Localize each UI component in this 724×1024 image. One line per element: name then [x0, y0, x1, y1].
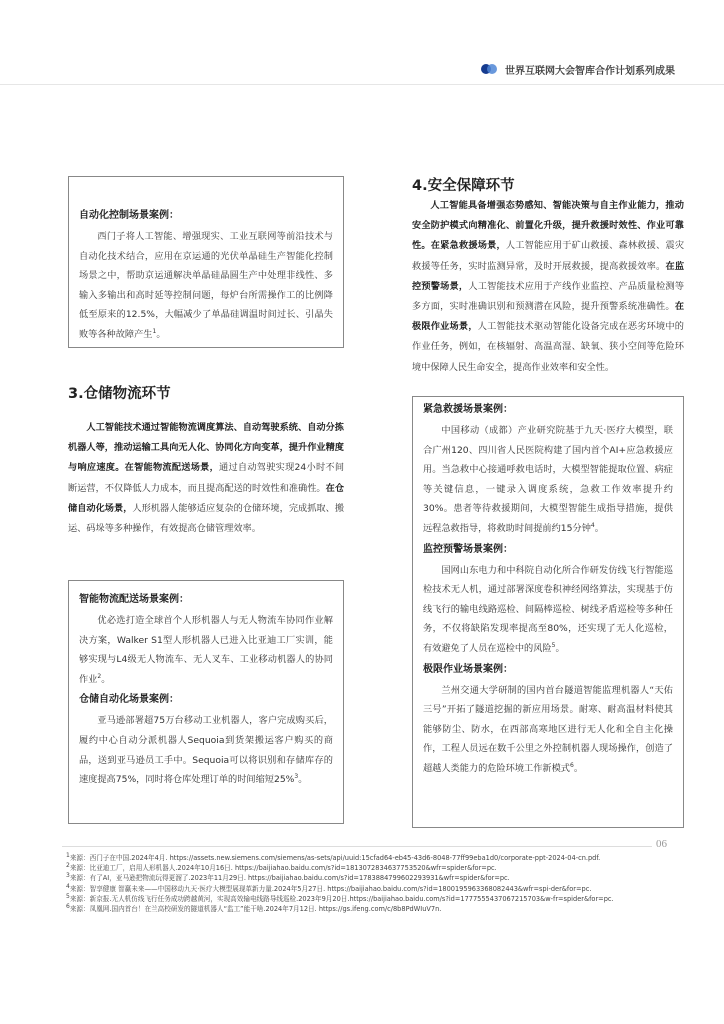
case-box-automation — [68, 176, 344, 348]
case-title-monitoring: 监控预警场景案例： — [423, 543, 513, 555]
footnotes — [66, 853, 666, 914]
case-title-warehouse-auto: 仓储自动化场景案例： — [79, 694, 179, 706]
case-body-automation: 西门子将人工智能、增强现实、工业互联网等前沿技术与自动化技术结合，应用在京运通的光伏单晶硅生产智能化控制场景之中，帮助京运通解决单晶硅晶圆生产中处理非线性、多输入多输出和高时延等控制问题，每炉台所需操作工的比例降低至原来的12.5%，大幅减少了单晶硅调温时间过长、引晶失败等各种故障产生$^1$。 — [79, 231, 333, 340]
case-box-safety — [412, 396, 684, 828]
footnote-item: 6来源：凤凰网.国内首台！在兰高校研发的隧道机器人“监工”能干啥.2024年7月12日. https://gs.ifeng.com/c/8b8PdWIuV7n. — [66, 902, 442, 914]
section-title-warehouse: 3.仓储物流环节 — [68, 386, 171, 402]
case-title-logistics: 智能物流配送场景案例： — [79, 594, 189, 605]
footnote-divider — [62, 846, 652, 847]
footnote-item: 2来源：比亚迪工厂，启用人形机器人.2024年10月16日. https://baijiahao.baidu.com/s?id=1813072834637753520&wfr=spider&for=pc. — [66, 862, 497, 873]
series-title: 世界互联网大会智库合作计划系列成果 — [505, 65, 675, 77]
footnote-item: 3来源：有了AI，亚马逊把物流玩得更溜了.2023年11月29日. https://baijiahao.baidu.com/s?id=1783884799602293931&wfr=spider&for=pc. — [66, 872, 510, 883]
case-box-logistics — [68, 580, 344, 824]
case-body-extreme: 兰州交通大学研制的国内首台隧道智能监理机器人“天佑三号”开拓了隧道挖掘的新应用场景。耐寒、耐高温材料使其能够防尘、防水，在西部高寒地区进行无人化和全自主化操作，工程人员远在数千公里之外控制机器人现场操作，创造了超越人类能力的危险环境工作新模式$^6$。 — [423, 684, 673, 774]
header-divider — [0, 84, 724, 85]
case-body-logistics: 优必选打造全球首个人形机器人与无人物流车协同作业解决方案，Walker S1型人形机器人已进入比亚迪工厂实训，能够实现与L4级无人物流车、无人叉车、工业移动机器人的协同作业$^2$。 — [79, 615, 333, 685]
case-body-emergency: 中国移动（成都）产业研究院基于九天·医疗大模型，联合广州120、四川省人民医院构建了国内首个AI+应急救援应用。当急救中心接通呼救电话时，大模型智能提取位置、病症等关键信息，一键录入调度系统，急救工作效率提升约30%。患者等待救援期间，大模型智能生成指导措施，提供远程急救指导，将救助时间提前约15分钟$^4$。 — [423, 425, 673, 534]
case-title-automation: 自动化控制场景案例： — [79, 210, 179, 221]
wic-logo-icon — [481, 63, 499, 75]
section-title-safety: 4.安全保障环节 — [412, 178, 515, 194]
footnote-item: 4来源：智享健康 智赢未来——中国移动九天·医疗大模型展现革新力量.2024年5月27日. https://baijiahao.baidu.com/s?id=1800195963368082443&wfr=spi-der&for=pc. — [66, 882, 592, 893]
case-body-monitoring: 国网山东电力和中科院自动化所合作研发仿线飞行智能巡检技术无人机，通过部署深度卷积神经网络算法，实现基于仿线飞行的输电线路巡检、间隔棒巡检、树线矛盾巡检等多种任务，不仅将缺陷发现率提高至80%，还实现了无人化巡检，有效避免了人员在巡检中的风险$^5$。 — [423, 564, 673, 654]
section-body-safety: 人工智能具备增强态势感知、智能决策与自主作业能力，推动安全防护模式向精准化、前置化升级，提升救援时效性、作业可靠性。在紧急救援场景，人工智能应用于矿山救援、森林救援、震灾救援等任务，实时监测异常，及时开展救援，提高救援效率。在监控预警场景，人工智能技术应用于产线作业监控、产品质量检测等多方面，实时准确识别和预测潜在风险，提升预警系统准确性。在极限作业场景，人工智能技术驱动智能化设备完成在恶劣环境中的作业任务，例如，在核辐射、高温高湿、缺氧、狭小空间等危险环境中保障人民生命安全，提高作业效率和安全性。 — [412, 200, 685, 373]
case-title-emergency: 紧急救援场景案例： — [423, 404, 513, 415]
footnote-item: 1来源：西门子在中国.2024年4月. https://assets.new.siemens.com/siemens/as-sets/api/uuid:15cfad64-eb45-43d6-8048-77ff99eba1d0/corporate-ppt-2024-04-cn.pdf. — [66, 851, 601, 862]
case-title-extreme: 极限作业场景案例： — [423, 663, 513, 675]
case-body-warehouse-auto: 亚马逊部署超75万台移动工业机器人，客户完成购买后，履约中心自动分派机器人Sequoia到货架搬运客户购买的商品，送到亚马逊员工手中。Sequoia可以将识别和存储库存的速度提高75%，同时将仓库处理订单的时间缩短25%$^3$。 — [79, 715, 333, 786]
page-header — [481, 62, 701, 76]
footnote-item: 5来源：新京报.无人机仿线飞行任务成功跨越黄河，实现高效输电线路导线巡检.2023年9月20日.https://baijiahao.baidu.com/s?id=1777555437067215703&w-fr=spider&for=pc. — [66, 892, 614, 903]
page-number: 06 — [656, 838, 667, 850]
section-body-warehouse: 人工智能技术通过智能物流调度算法、自动驾驶系统、自动分拣机器人等，推动运输工具向无人化、协同化方向变革，提升作业精度与响应速度。在智能物流配送场景，通过自动驾驶实现24小时不间断运营，不仅降低人力成本，而且提高配送的时效性和准确性。在仓储自动化场景，人形机器人能够适应复杂的仓储环境，完成抓取、搬运、码垛等多种操作，有效提高仓储管理效率。 — [68, 422, 345, 535]
